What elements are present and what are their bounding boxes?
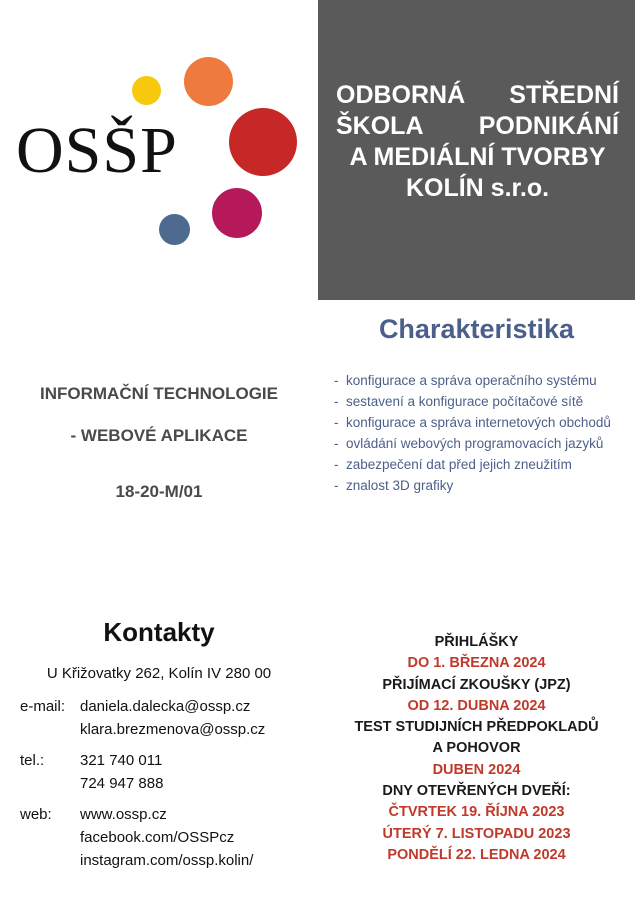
email-label: e-mail: [20, 698, 66, 715]
characteristics-item: - ovládání webových programovacích jazyků [334, 433, 624, 454]
web-label: web: [20, 806, 52, 823]
study-test-date: DUBEN 2024 [432, 761, 521, 778]
program-name-line-2: - WEBOVÉ APLIKACE [70, 426, 248, 445]
logo-orange-dot [184, 57, 233, 106]
study-test-label-2: A POHOVOR [432, 740, 521, 757]
contacts-address: U Křižovatky 262, Kolín IV 280 00 [46, 665, 272, 682]
characteristics-title: Charakteristika [378, 314, 575, 344]
entrance-exam-label: PŘIJÍMACÍ ZKOUŠKY (JPZ) [382, 676, 571, 693]
program-code: 18-20-M/01 [115, 482, 203, 501]
deadlines-block [318, 632, 635, 866]
applications-label: PŘIHLÁŠKY [434, 634, 519, 650]
open-days-label: DNY OTEVŘENÝCH DVEŘÍ: [382, 783, 571, 800]
logo-text: OSŠP [16, 114, 178, 187]
characteristics-item: - zabezpečení dat před jejich zneužitím [334, 454, 624, 475]
web-link[interactable]: facebook.com/OSSPcz [80, 829, 235, 846]
applications-date: DO 1. BŘEZNA 2024 [407, 655, 546, 672]
logo-yellow-dot [132, 76, 161, 105]
characteristics-item: - znalost 3D grafiky [334, 475, 624, 496]
logo-blue-dot [159, 214, 190, 245]
phone-number: 724 947 888 [80, 775, 164, 792]
open-day-date: ÚTERÝ 7. LISTOPADU 2023 [382, 825, 571, 842]
open-day-date: ČTVRTEK 19. ŘÍJNA 2023 [388, 804, 565, 821]
contacts-title: Kontakty [103, 617, 215, 647]
school-title-line-1: ODBORNÁ STŘEDNÍ [336, 81, 619, 109]
characteristics-item: - konfigurace a správa internetových obchodů [334, 412, 624, 433]
characteristics-item: - konfigurace a správa operačního systému [334, 370, 624, 391]
web-link[interactable]: www.ossp.cz [80, 806, 167, 823]
study-test-label: TEST STUDIJNÍCH PŘEDPOKLADŮ [354, 719, 599, 736]
tel-label: tel.: [20, 752, 45, 769]
characteristics-list [334, 370, 624, 496]
school-title-line-2: ŠKOLA PODNIKÁNÍ [336, 112, 619, 140]
phone-number: 321 740 011 [80, 752, 163, 769]
logo-red-dot [229, 108, 297, 176]
email-link[interactable]: klara.brezmenova@ossp.cz [80, 721, 266, 738]
program-name-line-1: INFORMAČNÍ TECHNOLOGIE [40, 384, 278, 403]
web-link[interactable]: instagram.com/ossp.kolin/ [80, 852, 254, 869]
school-title-line-3: A MEDIÁLNÍ TVORBY [349, 143, 606, 171]
logo-magenta-dot [212, 188, 262, 238]
school-title-box [318, 0, 635, 300]
school-title-line-4: KOLÍN s.r.o. [405, 174, 550, 202]
entrance-exam-date: OD 12. DUBNA 2024 [407, 697, 546, 714]
open-day-date: PONDĚLÍ 22. LEDNA 2024 [387, 846, 566, 863]
email-link[interactable]: daniela.dalecka@ossp.cz [80, 698, 251, 715]
characteristics-item: - sestavení a konfigurace počítačové sítě [334, 391, 624, 412]
